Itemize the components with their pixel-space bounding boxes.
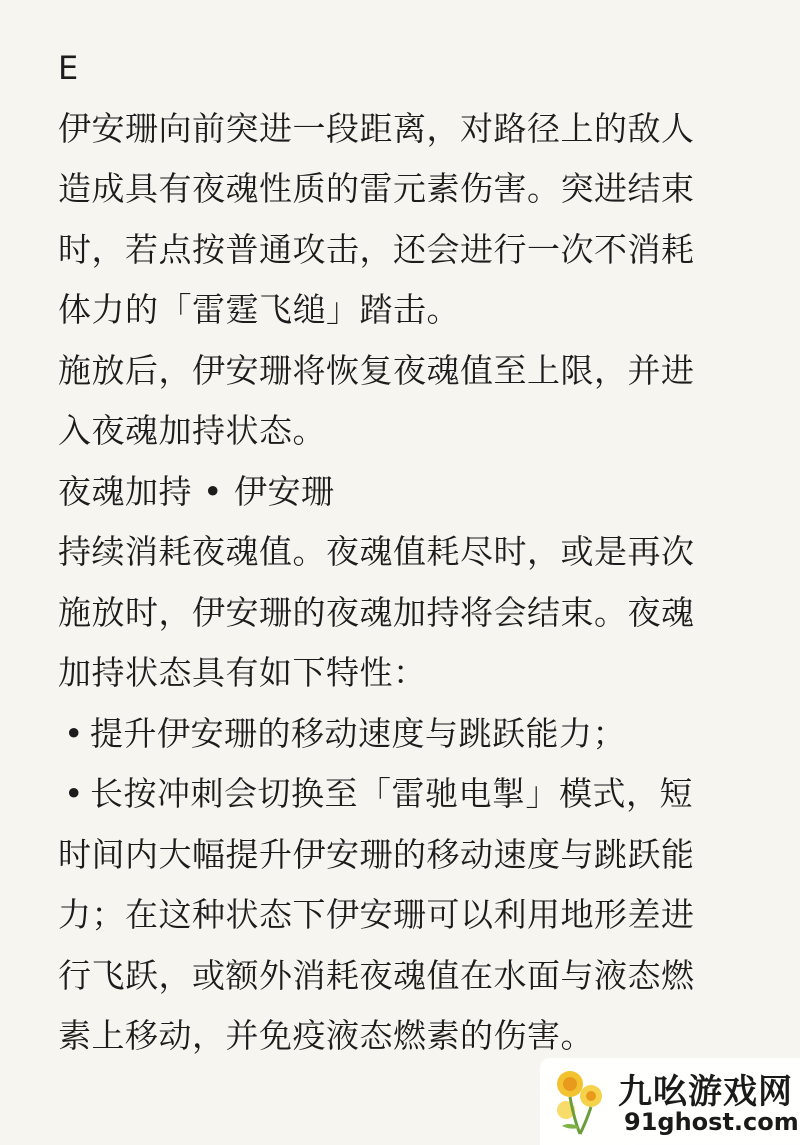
text-line: 持续消耗夜魂值。夜魂值耗尽时，或是再次 (58, 532, 695, 571)
watermark-name: 九吆游戏网 (618, 1072, 793, 1112)
text-line: 入夜魂加持状态。 (58, 411, 326, 450)
text-line: 素上移动，并免疫液态燃素的伤害。 (58, 1016, 594, 1055)
text-line: 体力的「雷霆飞缒」踏击。 (58, 290, 460, 329)
watermark-url: 91ghost.com (624, 1108, 799, 1136)
text-line: 加持状态具有如下特性： (58, 653, 427, 692)
text-line: 造成具有夜魂性质的雷元素伤害。突进结束 (58, 169, 695, 208)
bullet-item (58, 704, 758, 765)
bullet-text: 长按冲刺会切换至「雷驰电掣」模式，短 (90, 774, 693, 813)
skill-description (58, 38, 758, 1056)
section-subheading: 夜魂加持 • 伊安珊 (58, 471, 335, 511)
bullet-icon: • (64, 713, 84, 753)
text-line: 时，若点按普通攻击，还会进行一次不消耗 (58, 229, 695, 269)
bullet-icon: • (64, 774, 84, 813)
skill-key-heading: E (58, 49, 79, 87)
text-line: 施放后，伊安珊将恢复夜魂值至上限，并进 (58, 350, 695, 390)
dandelion-logo-icon (550, 1064, 612, 1136)
bullet-text: 提升伊安珊的移动速度与跳跃能力； (90, 713, 626, 753)
text-line: 力；在这种状态下伊安珊可以利用地形差进 (58, 895, 695, 934)
text-line: 伊安珊向前突进一段距离，对路径上的敌人 (58, 108, 695, 148)
bullet-item (58, 764, 758, 825)
site-watermark (540, 1058, 800, 1145)
text-line: 时间内大幅提升伊安珊的移动速度与跳跃能 (58, 834, 695, 874)
text-line: 行飞跃，或额外消耗夜魂值在水面与液态燃 (58, 955, 695, 995)
text-line: 施放时，伊安珊的夜魂加持将会结束。夜魂 (58, 592, 695, 632)
